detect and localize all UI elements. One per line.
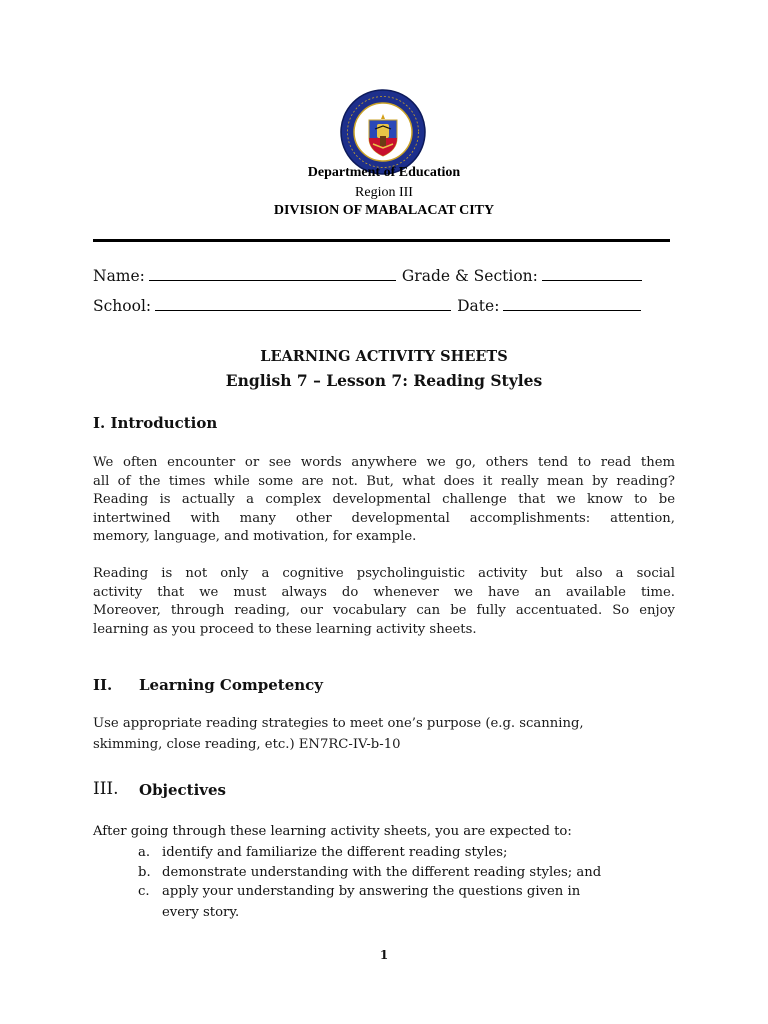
text-line: Use appropriate reading strategies to meet one’s purpose (e.g. scanning, (93, 716, 584, 731)
list-text: identify and familiarize the different reading styles; (162, 845, 508, 860)
text-line: activity that we must always do whenever we have an available time. (93, 584, 675, 600)
division-name: DIVISION OF MABALACAT CITY (273, 203, 495, 218)
objectives-heading: Objectives (139, 781, 226, 799)
text-line: skimming, close reading, etc.) EN7RC-IV-b-10 (93, 737, 401, 752)
date-label: Date: (457, 297, 500, 315)
school-label: School: (93, 297, 152, 315)
list-marker: a. (138, 845, 151, 860)
competency-number: II. (93, 676, 113, 694)
competency-text (93, 713, 675, 755)
sheet-title: LEARNING ACTIVITY SHEETS (260, 348, 508, 365)
introduction-paragraph-1 (93, 454, 675, 547)
name-blank[interactable] (149, 266, 396, 281)
date-blank[interactable] (503, 296, 641, 311)
text-line: learning as you proceed to these learning activity sheets. (93, 621, 477, 637)
name-grade-row (93, 266, 648, 285)
list-text: demonstrate understanding with the different reading styles; and (162, 865, 602, 880)
name-label: Name: (93, 267, 145, 285)
grade-section-blank[interactable] (542, 266, 642, 281)
list-marker: c. (138, 884, 150, 899)
introduction-heading: I. Introduction (93, 414, 218, 432)
objectives-number: III. (93, 779, 119, 799)
text-line: intertwined with many other developmental accomplishments: attention, (93, 510, 675, 526)
text-line: memory, language, and motivation, for example. (93, 529, 417, 545)
grade-section-label: Grade & Section: (401, 267, 538, 285)
text-line: Reading is actually a complex developmental challenge that we know to be (93, 492, 675, 508)
text-line: Moreover, through reading, our vocabulary can be fully accentuated. So enjoy (93, 603, 675, 619)
list-text: apply your understanding by answering the questions given in (162, 884, 581, 899)
text-line: Reading is not only a cognitive psycholinguistic activity but also a social (93, 566, 675, 581)
list-item (138, 881, 580, 903)
school-date-row (93, 296, 647, 315)
text-line: all of the times while some are not. But, what does it really mean by reading? (93, 473, 675, 489)
deped-seal-logo (339, 88, 427, 176)
department-name: Department of Education (307, 165, 461, 180)
lesson-title: English 7 – Lesson 7: Reading Styles (225, 371, 543, 390)
list-marker: b. (138, 865, 151, 880)
introduction-paragraph-2 (93, 565, 675, 639)
text-line: We often encounter or see words anywhere we go, others tend to read them (93, 455, 675, 470)
objectives-intro: After going through these learning activity sheets, you are expected to: (93, 824, 572, 839)
header-divider (93, 239, 670, 242)
list-item-continuation: every story. (162, 905, 240, 920)
region-name: Region III (355, 185, 413, 200)
competency-heading: Learning Competency (139, 676, 324, 694)
school-blank[interactable] (155, 296, 451, 311)
list-item (138, 842, 507, 864)
page-number: 1 (379, 948, 389, 962)
